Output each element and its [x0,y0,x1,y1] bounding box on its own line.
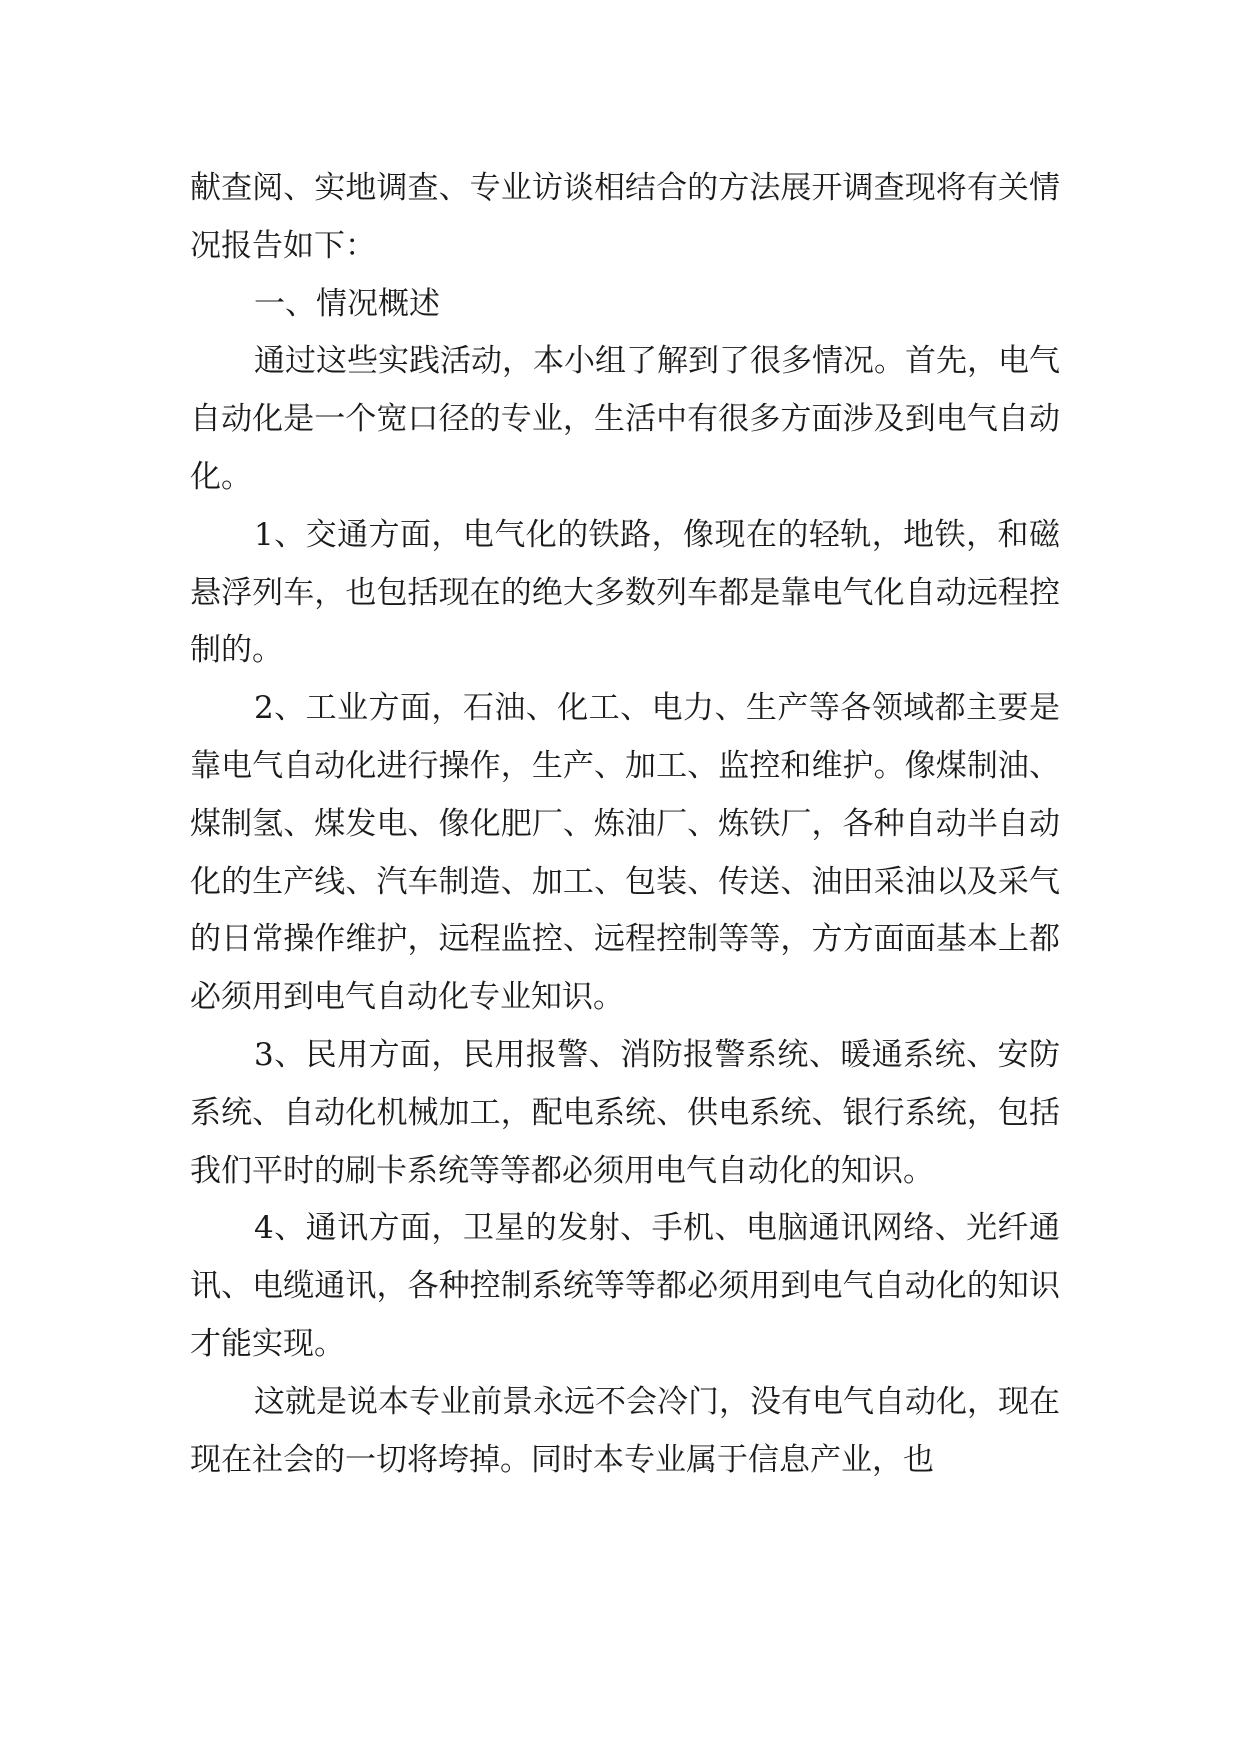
paragraph-item-1: 1、交通方面，电气化的铁路，像现在的轻轨，地铁，和磁悬浮列车，也包括现在的绝大多数列车都是靠电气化自动远程控制的。 [190,516,1060,669]
paragraph-intro: 通过这些实践活动，本小组了解到了很多情况。首先，电气自动化是一个宽口径的专业，生活中有很多方面涉及到电气自动化。 [190,343,1060,495]
paragraph-item-3: 3、民用方面，民用报警、消防报警系统、暖通系统、安防系统、自动化机械加工，配电系统、供电系统、银行系统，包括我们平时的刷卡系统等等都必须用电气自动化的知识。 [190,1036,1060,1189]
paragraph-continuation: 献查阅、实地调查、专业访谈相结合的方法展开调查现将有关情况报告如下： [190,170,1060,264]
paragraph-item-2: 2、工业方面，石油、化工、电力、生产等各领域都主要是靠电气自动化进行操作，生产、加工、监控和维护。像煤制油、煤制氢、煤发电、像化肥厂、炼油厂、炼铁厂，各种自动半自动化的生产线、汽车制造、加工、包装、传送、油田采油以及采气的日常操作维护，远程监控、远程控制等等，方方面面基本上都必须用到电气自动化专业知识。 [190,690,1060,1016]
paragraph-conclusion: 这就是说本专业前景永远不会冷门，没有电气自动化，现在现在社会的一切将垮掉。同时本专业属于信息产业，也 [190,1383,1060,1478]
paragraph-item-4: 4、通讯方面，卫星的发射、手机、电脑通讯网络、光纤通讯、电缆通讯，各种控制系统等等都必须用到电气自动化的知识才能实现。 [190,1210,1060,1362]
section-heading: 一、情况概述 [254,285,440,322]
document-body [190,160,1060,1489]
